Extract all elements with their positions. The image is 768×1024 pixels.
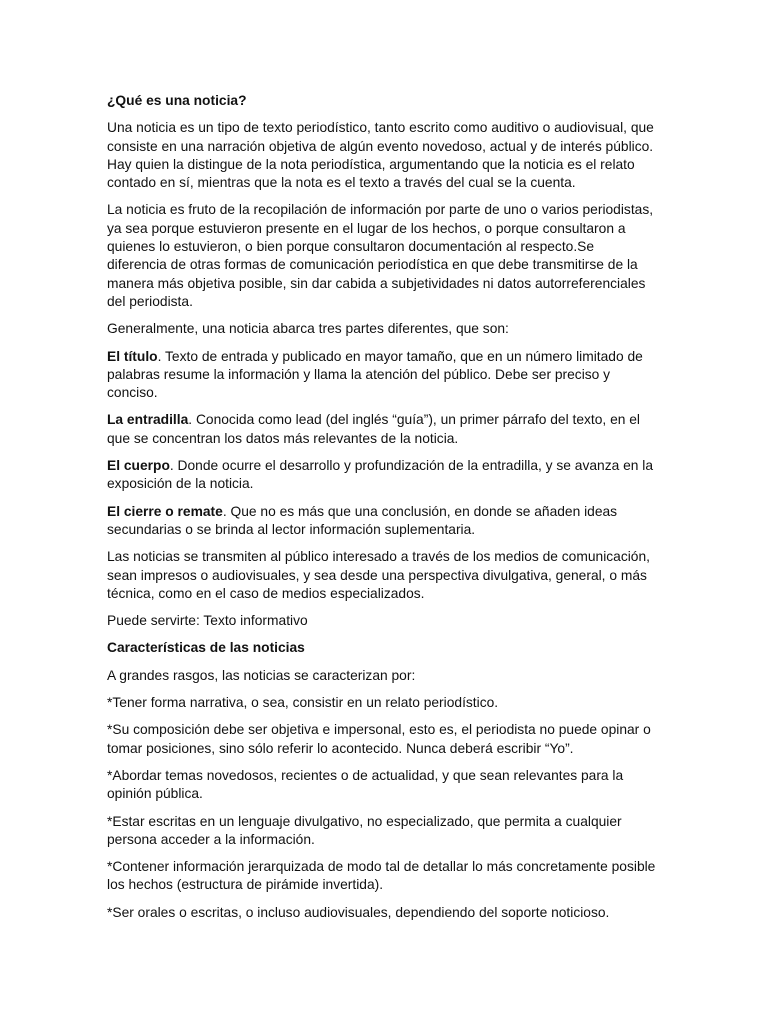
intro-paragraph-3: Generalmente, una noticia abarca tres partes diferentes, que son: (107, 321, 509, 337)
document-page (107, 90, 657, 931)
part-term: El cierre o remate (107, 503, 223, 519)
part-titulo (107, 348, 657, 403)
part-cierre (107, 503, 657, 540)
part-description: . Texto de entrada y publicado en mayor tamaño, que en un número limitado de palabras resume la información y llama la atención del público. Debe ser preciso y conciso. (107, 348, 643, 401)
part-term: El título (107, 348, 158, 364)
part-cuerpo (107, 457, 657, 494)
characteristics-intro: A grandes rasgos, las noticias se caracterizan por: (107, 667, 416, 683)
characteristics-heading: Características de las noticias (107, 640, 305, 656)
characteristic-item: *Tener forma narrativa, o sea, consistir en un relato periodístico. (107, 695, 499, 711)
media-paragraph: Las noticias se transmiten al público interesado a través de los medios de comunicación, sean impresos o audiovisuales, y sea desde una perspectiva divulgativa, general, o más técnica, como en el caso de medios especializados. (107, 549, 650, 601)
part-term: El cuerpo (107, 458, 170, 474)
see-also-text: Puede servirte: Texto informativo (107, 613, 308, 629)
characteristic-item: *Contener información jerarquizada de modo tal de detallar lo más concretamente posible los hechos (estructura de pirámide invertida). (107, 859, 656, 893)
part-entradilla (107, 411, 657, 448)
characteristic-item: *Su composición debe ser objetiva e impersonal, esto es, el periodista no puede opinar o tomar posiciones, sino sólo referir lo acontecido. Nunca deberá escribir “Yo”. (107, 722, 651, 756)
part-description: . Donde ocurre el desarrollo y profundización de la entradilla, y se avanza en la exposición de la noticia. (107, 458, 654, 492)
document-title: ¿Qué es una noticia? (107, 93, 247, 108)
part-term: La entradilla (107, 412, 189, 428)
characteristic-item: *Abordar temas novedosos, recientes o de actualidad, y que sean relevantes para la opinión pública. (107, 767, 624, 802)
intro-paragraph-2: La noticia es fruto de la recopilación de información por parte de uno o varios periodistas, ya sea porque estuvieron presente en el lugar de los hechos, o porque consultaron a quienes lo estuvieron, o bien porque consultaron documentación al respecto.Se diferencia de otras formas de comunicación periodística en que debe transmitirse de la manera más objetiva posible, sin dar cabida a subjetividades ni datos autorreferenciales del periodista. (107, 202, 654, 309)
part-description: . Que no es más que una conclusión, en donde se añaden ideas secundarias o se brinda al lector información suplementaria. (107, 503, 618, 537)
intro-paragraph-1: Una noticia es un tipo de texto periodístico, tanto escrito como auditivo o audiovisual, que consiste en una narración objetiva de algún evento novedoso, actual y de interés público. Hay quien la distingue de la nota periodística, argumentando que la noticia es el relato contado en sí, mientras que la nota es el texto a través del cual se la cuenta. (107, 120, 654, 191)
characteristic-item: *Estar escritas en un lenguaje divulgativo, no especializado, que permita a cualquier persona acceder a la información. (107, 813, 622, 847)
characteristic-item: *Ser orales o escritas, o incluso audiovisuales, dependiendo del soporte noticioso. (107, 904, 610, 920)
part-description: . Conocida como lead (del inglés “guía”), un primer párrafo del texto, en el que se concentran los datos más relevantes de la noticia. (107, 412, 640, 446)
